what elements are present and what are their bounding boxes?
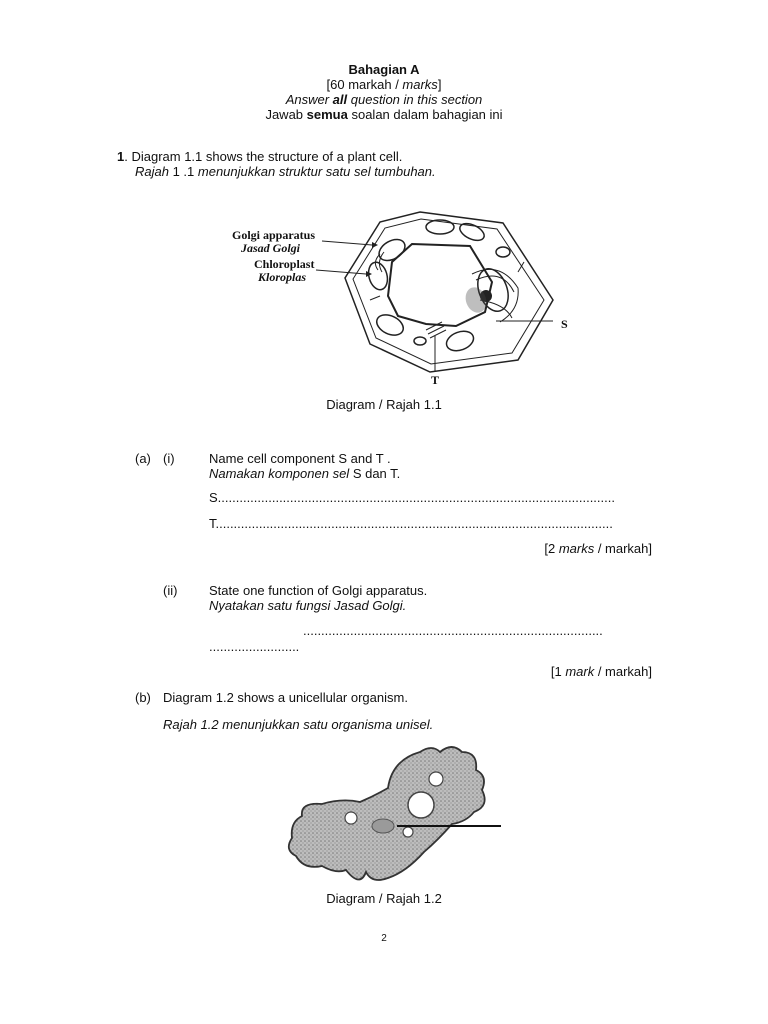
label-chloroplast: Chloroplast bbox=[254, 257, 315, 271]
diagram-1-2-caption: Diagram / Rajah 1.2 bbox=[326, 891, 442, 906]
label-s: S bbox=[561, 317, 568, 331]
part-a-i-question-en: Name cell component S and T . bbox=[209, 451, 391, 466]
part-a-ii-label: (ii) bbox=[163, 583, 178, 598]
answer-line-s[interactable]: S.............................................................................................................. bbox=[209, 490, 615, 505]
label-golgi-ms: Jasad Golgi bbox=[241, 241, 301, 255]
label-t: T bbox=[431, 373, 440, 387]
part-b-question-en: Diagram 1.2 shows a unicellular organism. bbox=[163, 690, 408, 705]
page-number: 2 bbox=[381, 933, 387, 944]
label-chloroplast-ms: Kloroplas bbox=[258, 270, 307, 284]
answer-line-ii-1[interactable]: ................................................................................... bbox=[303, 623, 603, 638]
question-1-stem-en: 1. Diagram 1.1 shows the structure of a plant cell. bbox=[117, 149, 403, 164]
part-a-i-label: (i) bbox=[163, 451, 175, 466]
part-a-ii-question-ms: Nyatakan satu fungsi Jasad Golgi. bbox=[209, 598, 407, 613]
part-a-i-question-ms: Namakan komponen sel S dan T. bbox=[209, 466, 401, 481]
instruction-en: Answer all question in this section bbox=[285, 92, 483, 107]
part-b-label: (b) bbox=[135, 690, 151, 705]
marks-total: [60 markah / marks] bbox=[326, 77, 442, 92]
part-a-i-marks: [2 marks / markah] bbox=[544, 541, 652, 556]
part-a-ii-marks: [1 mark / markah] bbox=[550, 664, 652, 679]
diagram-1-1-caption: Diagram / Rajah 1.1 bbox=[326, 397, 442, 412]
part-a-label: (a) bbox=[135, 451, 151, 466]
instruction-ms: Jawab semua soalan dalam bahagian ini bbox=[265, 107, 503, 122]
answer-line-t[interactable]: T.............................................................................................................. bbox=[209, 516, 613, 531]
question-1-stem-ms: Rajah 1 .1 menunjukkan struktur satu sel tumbuhan. bbox=[135, 164, 436, 179]
part-b-question-ms: Rajah 1.2 menunjukkan satu organisma unisel. bbox=[163, 717, 434, 732]
section-title: Bahagian A bbox=[348, 62, 420, 77]
part-a-ii-question-en: State one function of Golgi apparatus. bbox=[209, 583, 428, 598]
answer-line-ii-2[interactable]: ......................... bbox=[209, 639, 300, 654]
label-golgi: Golgi apparatus bbox=[232, 228, 316, 242]
